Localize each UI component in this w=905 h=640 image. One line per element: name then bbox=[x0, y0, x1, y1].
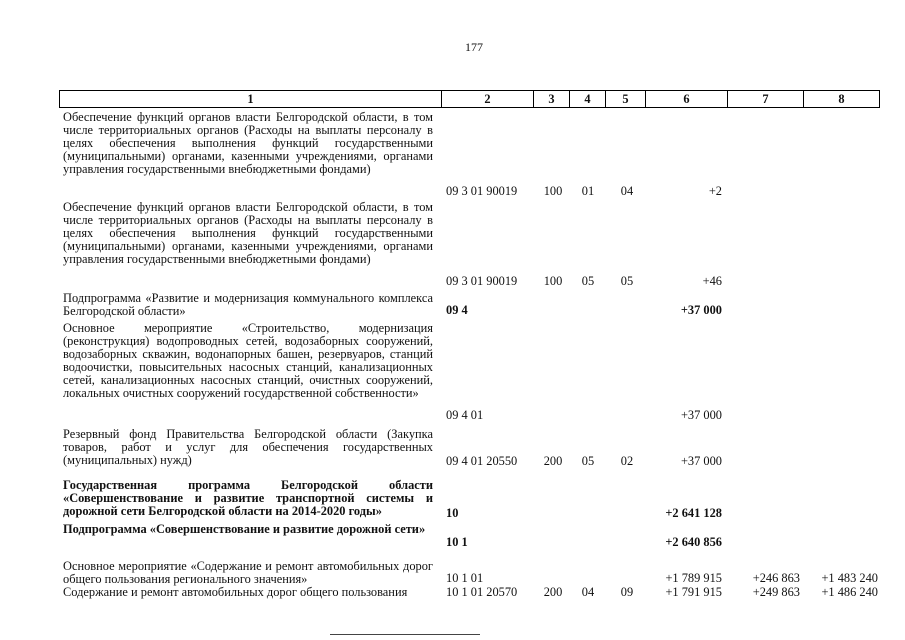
header-col-7: 7 bbox=[727, 91, 803, 107]
row-4-code: 09 4 01 bbox=[446, 408, 484, 422]
row-3-description: Подпрограмма «Развитие и модернизация коммунального комплекса Белгородской области» bbox=[63, 291, 433, 318]
row-2-amount: +46 bbox=[702, 274, 722, 288]
table-header bbox=[59, 90, 880, 108]
row-1-amount: +2 bbox=[708, 184, 722, 198]
row-9-amount: +1 791 915 bbox=[665, 585, 722, 599]
header-col-2: 2 bbox=[441, 91, 533, 107]
row-6-code: 10 bbox=[446, 506, 459, 520]
row-3-code: 09 4 bbox=[446, 303, 468, 317]
row-8-amount: +1 789 915 bbox=[665, 571, 722, 585]
row-7-amount: +2 640 856 bbox=[665, 535, 722, 549]
row-2-col4: 05 bbox=[581, 274, 595, 288]
row-4-description: Основное мероприятие «Строительство, модернизация (реконструкция) водопроводных сетей, водозаборных сооружений, водозаборных скважин, водонапорных башен, резервуаров, станций водоочистки, повысительных насосных станций, канализационных сетей, канализационных насосных станций, очистных сооружений, локальных очистных сооружений государственной собственности» bbox=[63, 321, 433, 400]
row-9-code: 10 1 01 20570 bbox=[446, 585, 518, 599]
page-number: 177 bbox=[465, 40, 483, 54]
page-bottom-rule bbox=[330, 634, 480, 635]
row-5-col5: 02 bbox=[620, 454, 634, 468]
header-col-1: 1 bbox=[247, 92, 254, 106]
row-2-description: Обеспечение функций органов власти Белгородской области, в том числе территориальных органов (Расходы на выплаты персоналу в целях обеспечения выполнения функций государственными (муниципальными) органами, казенными учреждениями, органами управления государственными внебюджетными фондами) bbox=[63, 200, 433, 266]
row-1-col5: 04 bbox=[620, 184, 634, 198]
row-6-amount: +2 641 128 bbox=[665, 506, 722, 520]
row-6-description: Государственная программа Белгородской области «Совершенствование и развитие транспортной системы и дорожной сети Белгородской области на 2014-2020 годы» bbox=[63, 478, 433, 518]
row-9-col8: +1 486 240 bbox=[821, 585, 878, 599]
row-2-col5: 05 bbox=[620, 274, 634, 288]
row-9-description: Содержание и ремонт автомобильных дорог общего пользования bbox=[63, 585, 408, 599]
row-9-col4: 04 bbox=[581, 585, 595, 599]
row-9-col7: +249 863 bbox=[752, 585, 800, 599]
row-2-col3: 100 bbox=[543, 274, 563, 288]
header-col-8: 8 bbox=[803, 91, 879, 107]
row-8-code: 10 1 01 bbox=[446, 571, 484, 585]
row-3-amount: +37 000 bbox=[680, 303, 722, 317]
row-8-description: Основное мероприятие «Содержание и ремонт автомобильных дорог общего пользования регионального значения» bbox=[63, 559, 433, 586]
row-7-description: Подпрограмма «Совершенствование и развитие дорожной сети» bbox=[63, 522, 426, 536]
row-1-code: 09 3 01 90019 bbox=[446, 184, 518, 198]
row-9-col5: 09 bbox=[620, 585, 634, 599]
row-1-col4: 01 bbox=[581, 184, 595, 198]
row-1-description: Обеспечение функций органов власти Белгородской области, в том числе территориальных органов (Расходы на выплаты персоналу в целях обеспечения выполнения функций государственными (муниципальными) органами, казенными учреждениями, органами управления государственными внебюджетными фондами) bbox=[63, 110, 433, 176]
header-col-4: 4 bbox=[569, 91, 605, 107]
row-2-code: 09 3 01 90019 bbox=[446, 274, 518, 288]
header-col-6: 6 bbox=[645, 91, 727, 107]
row-5-description: Резервный фонд Правительства Белгородской области (Закупка товаров, работ и услуг для обеспечения государственных (муниципальных) нужд) bbox=[63, 427, 433, 467]
row-8-col7: +246 863 bbox=[752, 571, 800, 585]
row-8-col8: +1 483 240 bbox=[821, 571, 878, 585]
header-col-5: 5 bbox=[605, 91, 645, 107]
row-7-code: 10 1 bbox=[446, 535, 468, 549]
row-1-col3: 100 bbox=[543, 184, 563, 198]
row-5-col4: 05 bbox=[581, 454, 595, 468]
row-5-amount: +37 000 bbox=[680, 454, 722, 468]
header-col-3: 3 bbox=[533, 91, 569, 107]
row-9-col3: 200 bbox=[543, 585, 563, 599]
row-4-amount: +37 000 bbox=[680, 408, 722, 422]
row-5-code: 09 4 01 20550 bbox=[446, 454, 518, 468]
row-5-col3: 200 bbox=[543, 454, 563, 468]
